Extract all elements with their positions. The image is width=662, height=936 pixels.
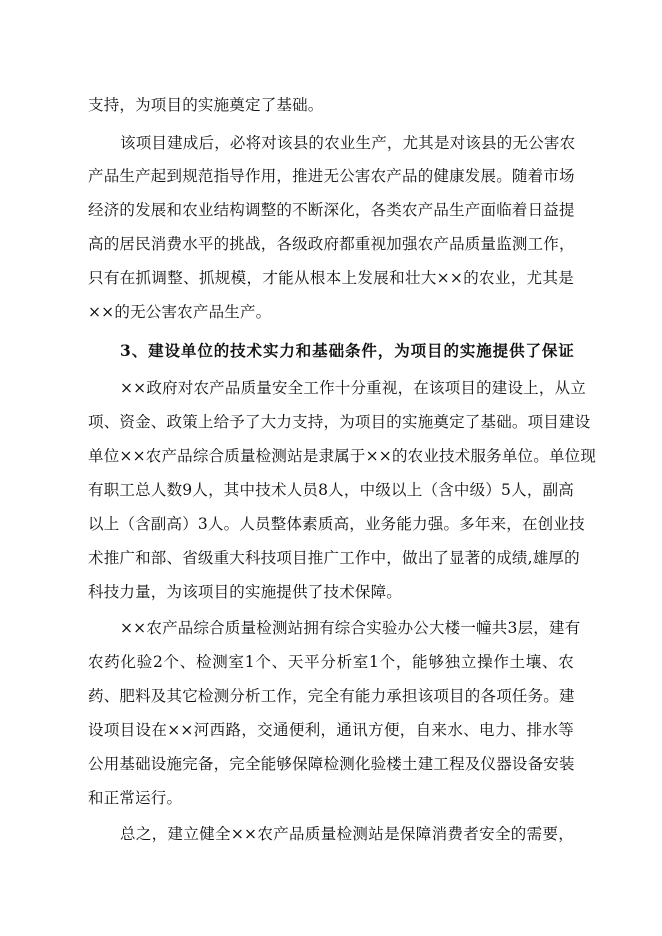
paragraph-line: 项、资金、政策上给予了大力支持，为项目的实施奠定了基础。项目建设 bbox=[88, 413, 591, 431]
paragraph-line: 支持，为项目的实施奠定了基础。 bbox=[88, 96, 324, 114]
paragraph-line: 总之，建立健全××农产品质量检测站是保障消费者安全的需要， bbox=[120, 825, 574, 843]
paragraph-line: 公用基础设施完备，完全能够保障检测化验楼土建工程及仪器设备安装 bbox=[88, 755, 575, 773]
paragraph-line: 单位××农产品综合质量检测站是隶属于××的农业技术服务单位。单位现 bbox=[88, 447, 597, 465]
paragraph-line: 科技力量，为该项目的实施提供了技术保障。 bbox=[88, 583, 403, 601]
paragraph-line: 设项目设在××河西路，交通便利，通讯方便，自来水、电力、排水等 bbox=[88, 721, 574, 739]
paragraph-line: 只有在抓调整、抓规模，才能从根本上发展和壮大××的农业，尤其是 bbox=[88, 269, 574, 287]
paragraph-line: 经济的发展和农业结构调整的不断深化，各类农产品生产面临着日益提 bbox=[88, 201, 575, 219]
paragraph-line: 药、肥料及其它检测分析工作，完全有能力承担该项目的各项任务。建 bbox=[88, 687, 575, 705]
paragraph-line: ××农产品综合质量检测站拥有综合实验办公大楼一幢共3层，建有 bbox=[120, 619, 581, 637]
paragraph-line: 该项目建成后，必将对该县的农业生产，尤其是对该县的无公害农 bbox=[120, 134, 576, 152]
paragraph-line: 农药化验2个、检测室1个、天平分析室1个，能够独立操作土壤、农 bbox=[88, 653, 574, 671]
paragraph-line: 以上（含副高）3人。人员整体素质高，业务能力强。多年来，在创业技 bbox=[88, 515, 585, 533]
paragraph-line: 有职工总人数9人，其中技术人员8人，中级以上（含中级）5人，副高 bbox=[88, 481, 574, 499]
paragraph-line: 和正常运行。 bbox=[88, 789, 183, 807]
section-heading: 3、建设单位的技术实力和基础条件，为项目的实施提供了保证 bbox=[120, 341, 574, 360]
paragraph-line: ××政府对农产品质量安全工作十分重视，在该项目的建设上，从立 bbox=[120, 379, 586, 397]
paragraph-line: 产品生产起到规范指导作用，推进无公害农产品的健康发展。随着市场 bbox=[88, 167, 575, 185]
paragraph-line: 术推广和部、省级重大科技项目推广工作中，做出了显著的成绩,雄厚的 bbox=[88, 549, 580, 567]
paragraph-line: ××的无公害农产品生产。 bbox=[88, 303, 272, 321]
paragraph-line: 高的居民消费水平的挑战，各级政府都重视加强农产品质量监测工作， bbox=[88, 235, 575, 253]
